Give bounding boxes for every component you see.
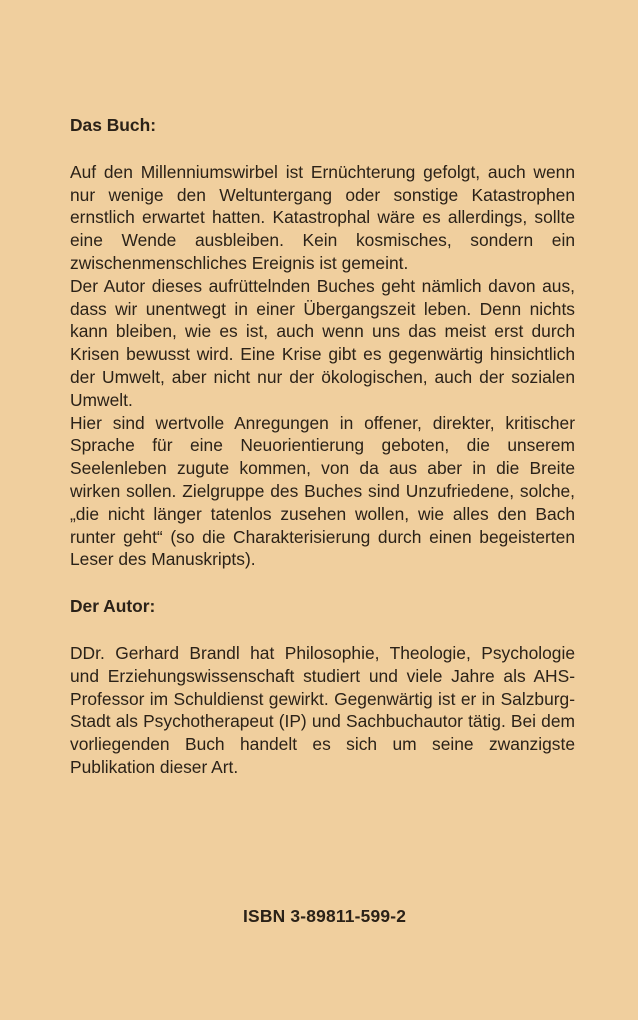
author-paragraph: DDr. Gerhard Brandl hat Philosophie, Theologie, Psychologie und Erziehungswissenschaft studiert und viele Jahre als AHS-Professor im Schuldienst gewirkt. Gegenwärtig ist er in Salzburg-Stadt als Psychotherapeut (IP) und Sachbuchautor tätig. Bei dem vorliegenden Buch handelt es sich um seine zwanzigste Publikation dieser Art. [70, 642, 575, 777]
isbn-label: ISBN 3-89811-599-2 [243, 906, 407, 926]
book-heading: Das Buch: [70, 115, 157, 135]
book-paragraph-3: Hier sind wertvolle Anregungen in offener, direkter, kritischer Sprache für eine Neuorientierung geboten, die unserem Seelenleben zugute kommen, von da aus aber in die Breite wirken sollen. Zielgruppe des Buches sind Unzufriedene, solche, „die nicht länger tatenlos zusehen wollen, wie alles den Bach runter geht“ (so die Charakterisierung durch einen begeisterten Leser des Manuskripts). [70, 412, 575, 570]
book-paragraph-2: Der Autor dieses aufrüttelnden Buches geht nämlich davon aus, dass wir unentwegt in einer Übergangszeit leben. Denn nichts kann bleiben, wie es ist, auch wenn uns das meist erst durch Krisen bewusst wird. Eine Krise gibt es gegenwärtig hinsichtlich der Umwelt, aber nicht nur der ökologischen, auch der sozialen Umwelt. [70, 275, 575, 410]
cover-text-block [70, 114, 575, 779]
book-paragraph-1: Auf den Millenniumswirbel ist Ernüchterung gefolgt, auch wenn nur wenige den Weltuntergang oder sonstige Katastrophen ernstlich erwartet hatten. Katastrophal wäre es allerdings, sollte eine Wende ausbleiben. Kein kosmisches, sondern ein zwischenmenschliches Ereignis ist gemeint. [70, 161, 575, 273]
author-heading: Der Autor: [70, 596, 156, 617]
